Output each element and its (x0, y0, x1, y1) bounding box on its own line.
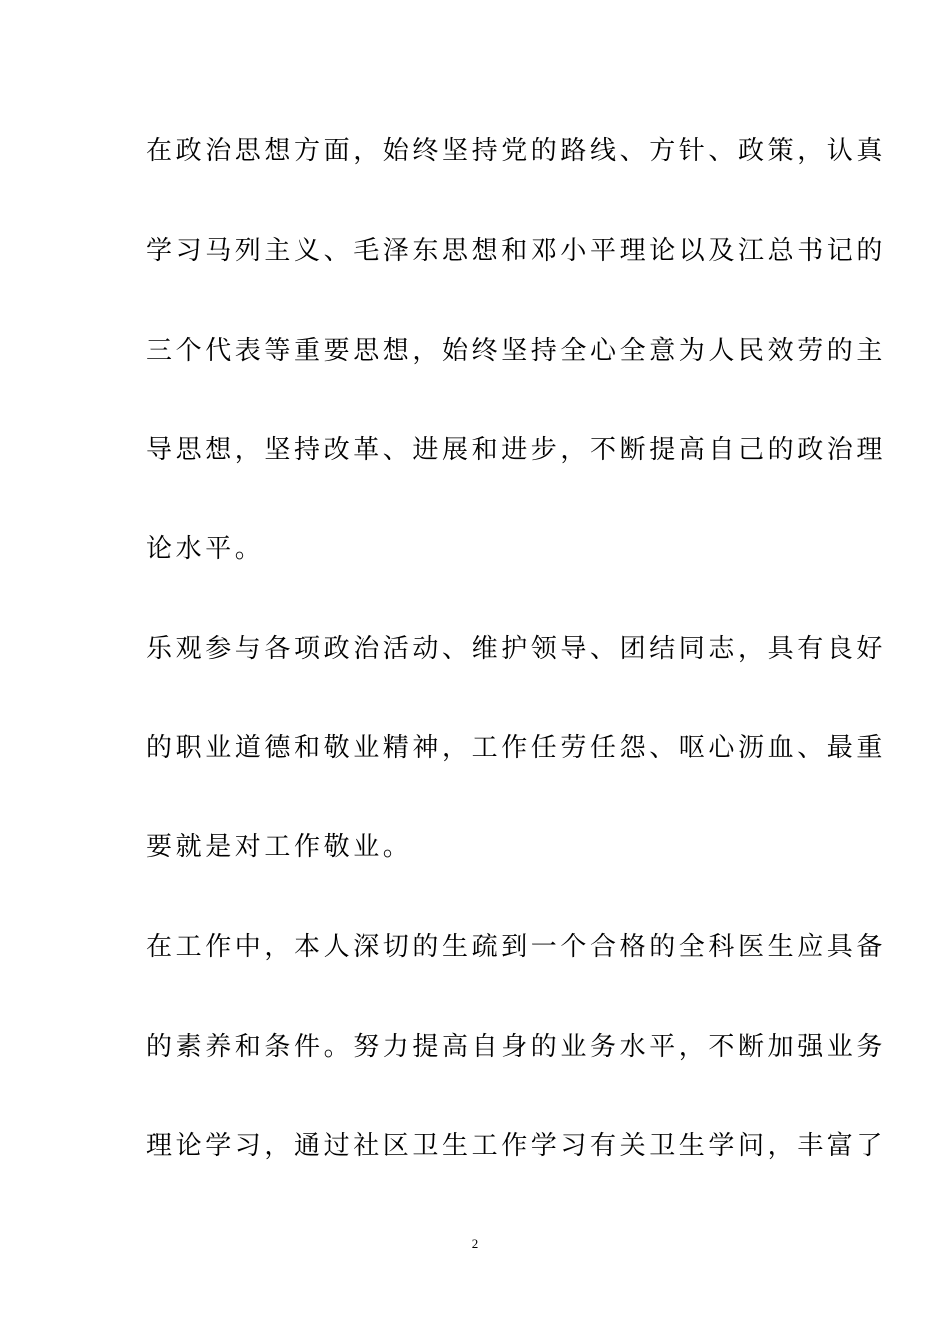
text-line-8: 要就是对工作敬业。 (146, 832, 413, 862)
text-line-5: 论水平。 (146, 534, 265, 564)
text-line-9: 在工作中，本人深切的生疏到一个合格的全科医生应具备 (146, 932, 887, 962)
text-line-1: 在政治思想方面，始终坚持党的路线、方针、政策，认真 (146, 136, 887, 166)
text-line-2: 学习马列主义、毛泽东思想和邓小平理论以及江总书记的 (146, 236, 887, 266)
text-line-6: 乐观参与各项政治活动、维护领导、团结同志，具有良好 (146, 634, 887, 664)
text-line-11: 理论学习，通过社区卫生工作学习有关卫生学问，丰富了 (146, 1131, 887, 1161)
page-number: 2 (471, 1236, 479, 1251)
text-line-7: 的职业道德和敬业精神，工作任劳任怨、呕心沥血、最重 (146, 733, 887, 763)
text-line-10: 的素养和条件。努力提高自身的业务水平，不断加强业务 (146, 1032, 887, 1062)
text-line-4: 导思想，坚持改革、进展和进步，不断提高自己的政治理 (146, 435, 887, 465)
text-line-3: 三个代表等重要思想，始终坚持全心全意为人民效劳的主 (146, 336, 887, 366)
